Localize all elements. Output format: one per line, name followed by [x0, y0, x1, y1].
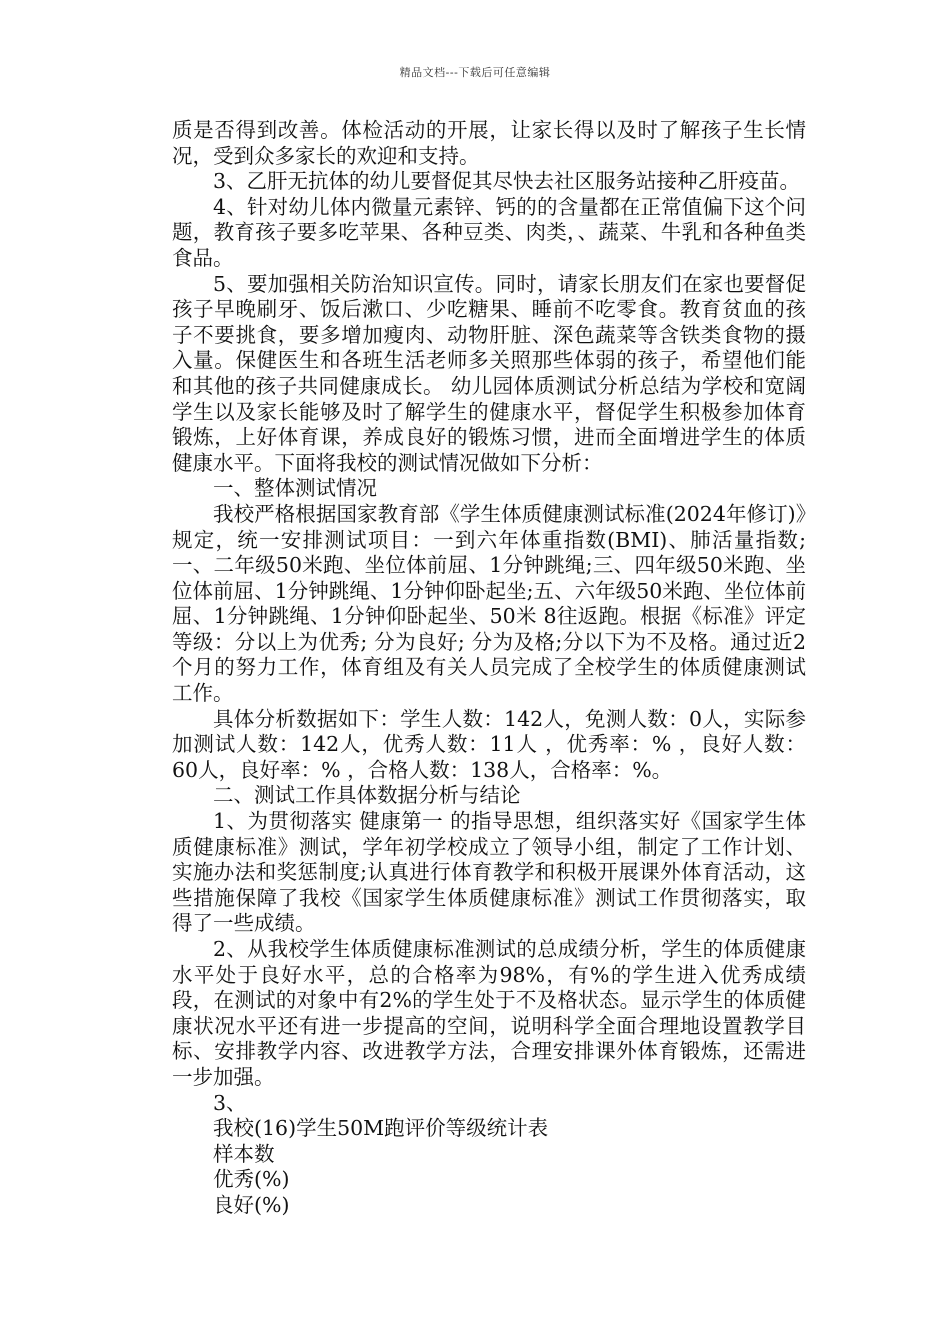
paragraph: 2、从我校学生体质健康标准测试的总成绩分析，学生的体质健康水平处于良好水平，总的合格率为98%，有%的学生进入优秀成绩段，在测试的对象中有2%的学生处于不及格状态。显示学生的体质健康状况水平还有进一步提高的空间，说明科学全面合理地设置教学目标、安排教学内容、改进教学方法，合理安排课外体育锻炼，还需进一步加强。 [172, 937, 806, 1089]
section-heading: 一、整体测试情况 [213, 476, 377, 501]
paragraph: 4、针对幼儿体内微量元素锌、钙的的含量都在正常值偏下这个问题，教育孩子要多吃苹果、各种豆类、肉类，、蔬菜、牛乳和各种鱼类食品。 [172, 194, 806, 270]
paragraph: 5、要加强相关防治知识宣传。同时，请家长朋友们在家也要督促孩子早晚刷牙、饭后漱口、少吃糖果、睡前不吃零食。教育贫血的孩子不要挑食，要多增加瘦肉、动物肝脏、深色蔬菜等含铁类食物的摄入量。保健医生和各班生活老师多关照那些体弱的孩子，希望他们能和其他的孩子共同健康成长。 幼儿园体质测试分析总结为学校和宽阔学生以及家长能够及时了解学生的健康水平，督促学生积极参加体育锻炼，上好体育课，养成良好的锻炼习惯，进而全面增进学生的体质健康水平。下面将我校的测试情况做如下分析： [172, 271, 806, 475]
paragraph: 3、 [213, 1090, 247, 1115]
paragraph: 我校严格根据国家教育部《学生体质健康测试标准(2024年修订)》规定，统一安排测试项目：一到六年体重指数(BMI)、肺活量指数;一、二年级50米跑、坐位体前屈、1分钟跳绳;三、四年级50米跑、坐位体前屈、1分钟跳绳、1分钟仰卧起坐;五、六年级50米跑、坐位体前屈、1分钟跳绳、1分钟仰卧起坐、50米 8往返跑。根据《标准》评定等级：分以上为优秀; 分为良好; 分为及格;分以下为不及格。通过近2个月的努力工作，体育组及有关人员完成了全校学生的体质健康测试工作。 [172, 501, 806, 706]
section-heading: 二、测试工作具体数据分析与结论 [213, 783, 521, 808]
document-body [172, 118, 806, 1219]
paragraph: 3、乙肝无抗体的幼儿要督促其尽快去社区服务站接种乙肝疫苗。 [213, 169, 801, 194]
paragraph: 1、为贯彻落实 健康第一 的指导思想，组织落实好《国家学生体质健康标准》测试，学年初学校成立了领导小组，制定了工作计划、实施办法和奖惩制度;认真进行体育教学和积极开展课外体育活动，这些措施保障了我校《国家学生体质健康标准》测试工作贯彻落实，取得了一些成绩。 [172, 809, 806, 936]
paragraph: 质是否得到改善。体检活动的开展，让家长得以及时了解孩子生长情况，受到众多家长的欢迎和支持。 [172, 118, 806, 168]
table-cell: 良好(%) [213, 1192, 290, 1217]
page-header: 精品文档---下载后可任意编辑 [399, 66, 551, 79]
table-cell: 样本数 [213, 1141, 275, 1166]
paragraph: 具体分析数据如下：学生人数：142人，免测人数：0人，实际参加测试人数：142人，优秀人数：11人 ，优秀率：% ，良好人数：60人，良好率：% ，合格人数：138人，合格率：%。 [172, 706, 806, 782]
table-cell: 优秀(%) [213, 1167, 290, 1192]
table-title: 我校(16)学生50M跑评价等级统计表 [213, 1116, 549, 1141]
